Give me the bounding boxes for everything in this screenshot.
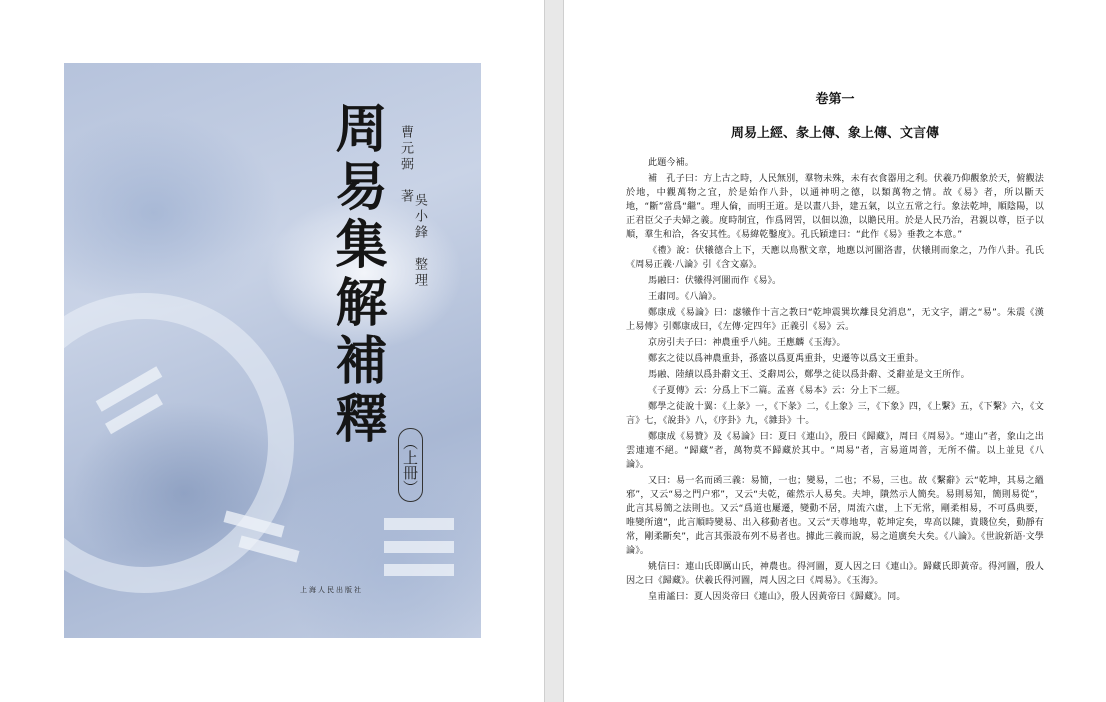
paragraph: 補 孔子曰：方上古之時，人民無別，羣物未殊，未有衣食器用之利。伏羲乃仰觀象於天，俯觀法於地，中觀萬物之宜，於是始作八卦，以通神明之德，以類萬物之情。故《易》者，所以斷天地，“斷”當爲“繼”。理人倫，而明王道。是以畫八卦，建五氣，以立五常之行。象法乾坤，順陰陽，以正君臣父子夫婦之義。度時制宜，作爲罔罟，以佃以漁，以贍民用。於是人民乃治，君親以尊，臣子以順，羣生和洽，各安其性。《易緯乾鑿度》。孔氏穎達曰：“此作《易》垂教之本意。” bbox=[626, 174, 1044, 240]
section-title: 周易上經、彖上傳、象上傳、文言傳 bbox=[730, 126, 939, 141]
cover-publisher: 上海人民出版社 bbox=[300, 586, 363, 594]
paragraph: 京房引夫子曰：神農重乎八純。王應麟《玉海》。 bbox=[648, 338, 846, 348]
document-page bbox=[564, 0, 1106, 702]
cover-author: 曹元弼 著 bbox=[398, 125, 413, 205]
page-divider bbox=[544, 0, 564, 702]
paragraph: 姚信曰：連山氏即厲山氏，神農也。得河圖，夏人因之曰《連山》。歸藏氏即黃帝。得河圖，殷人因之曰《歸藏》。伏羲氏得河圖，周人因之曰《周易》。《玉海》。 bbox=[626, 562, 1044, 586]
trigram-mark bbox=[384, 518, 454, 530]
paragraph: 鄭玄之徒以爲神農重卦，孫盛以爲夏禹重卦，史遷等以爲文王重卦。 bbox=[648, 354, 924, 364]
paragraph: 此題今補。 bbox=[648, 158, 694, 168]
paragraph: 鄭康成《易贊》及《易論》曰：夏曰《連山》，殷曰《歸藏》，周曰《周易》。“連山”者，象山之出雲連連不絕。“歸藏”者，萬物莫不歸藏於其中。“周易”者，言易道周普，无所不備。以上並見《八論》。 bbox=[626, 432, 1044, 470]
trigram-mark bbox=[238, 535, 299, 562]
chapter-title: 卷第一 bbox=[815, 92, 855, 107]
trigram-mark bbox=[384, 541, 454, 553]
paragraph: 皇甫謐曰：夏人因炎帝曰《連山》，殷人因黃帝曰《歸藏》。同。 bbox=[648, 592, 906, 602]
trigram-mark bbox=[384, 564, 454, 576]
cover-volume-label: （上冊） bbox=[398, 428, 423, 502]
paragraph: 鄭學之徒說十翼：《上彖》一，《下彖》二，《上象》三，《下象》四，《上繫》五，《下繫》六，《文言》七，《說卦》八，《序卦》九，《雜卦》十。 bbox=[626, 402, 1044, 426]
paragraph: 又曰：易一名而函三義：易簡，一也；變易，二也；不易，三也。故《繫辭》云“乾坤，其易之縕邪”，又云“易之門户邪”，又云“夫乾，確然示人易矣。夫坤，隤然示人簡矣。易則易知，簡則易從”，此言其易簡之法則也。又云“爲道也屢遷，變動不居，周流六虛，上下无常，剛柔相易，不可爲典要，唯變所適”，此言順時變易、出入移動者也。又云“天尊地卑，乾坤定矣，卑高以陳，貴賤位矣，動靜有常，剛柔斷矣”，此言其張設布列不易者也。據此三義而說，易之道廣矣大矣。《八論》。《世說新語·文學論》。 bbox=[626, 476, 1044, 556]
book-cover bbox=[64, 63, 481, 638]
body-text bbox=[626, 156, 1044, 606]
paragraph: 馬融、陸績以爲卦辭文王、爻辭周公，鄭學之徒以爲卦辭、爻辭並是文王所作。 bbox=[648, 370, 970, 380]
paragraph: 王肅同。《八論》。 bbox=[648, 292, 722, 302]
paragraph: 《禮》說：伏犧德合上下，天應以鳥獸文章，地應以河圖洛書，伏犧則而象之，乃作八卦。孔氏《周易正義·八論》引《含文嘉》。 bbox=[626, 246, 1044, 270]
paragraph: 鄭康成《易論》曰：虙犧作十言之教曰“乾坤震巽坎離艮兌消息”，无文字，謂之“易”。朱震《漢上易傳》引鄭康成曰，《左傳·定四年》正義引《易》云。 bbox=[626, 308, 1044, 332]
cover-editor: 吳小鋒 整理 bbox=[412, 193, 427, 289]
paragraph: 馬融曰：伏犧得河圖而作《易》。 bbox=[648, 276, 782, 286]
cover-title: 周易集解補釋 bbox=[326, 101, 387, 449]
paragraph: 《子夏傳》云：分爲上下二篇。孟喜《易本》云：分上下二經。 bbox=[648, 386, 906, 396]
